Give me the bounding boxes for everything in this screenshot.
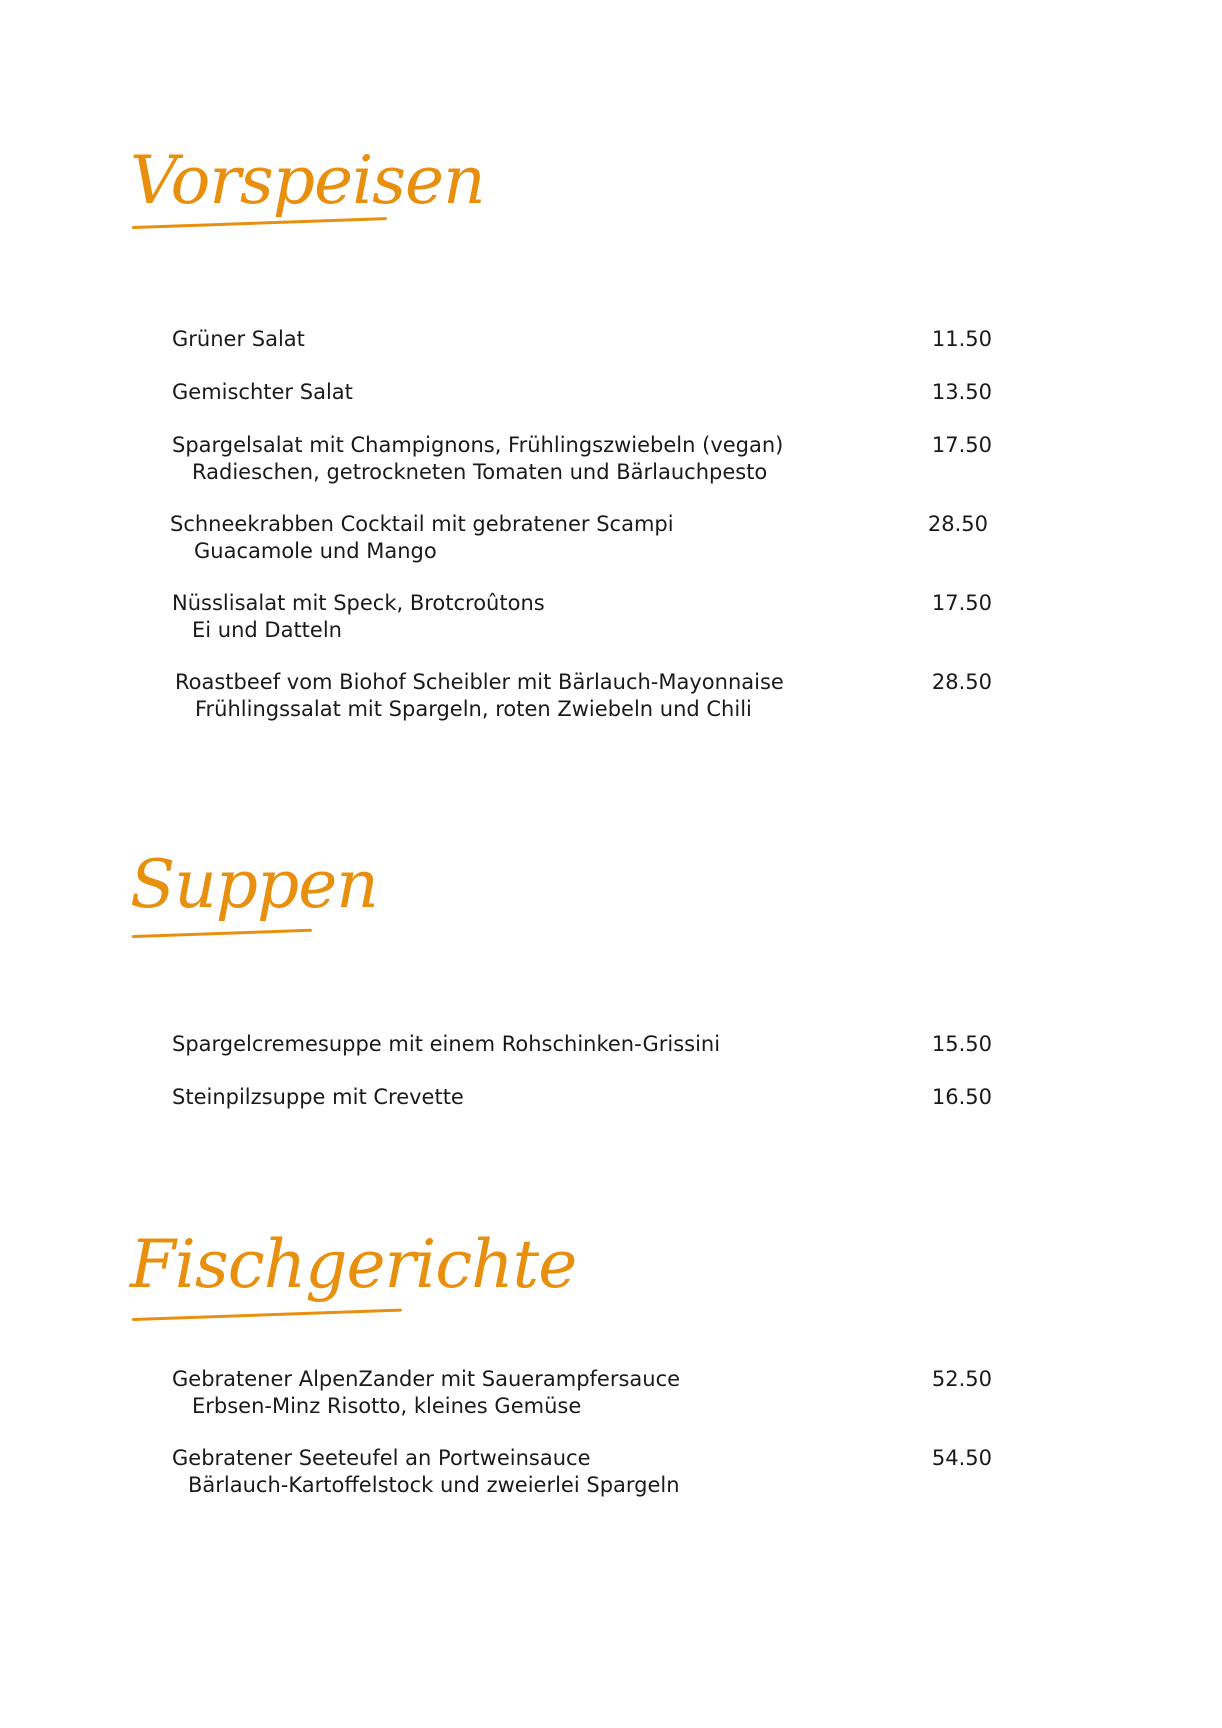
item-price: 28.50 <box>931 670 992 694</box>
menu-item <box>172 1084 992 1111</box>
item-price: 17.50 <box>931 433 992 457</box>
item-name: Grüner Salat <box>172 327 305 351</box>
item-description: Radieschen, getrockneten Tomaten und Bärlauchpesto <box>192 460 768 484</box>
menu-item <box>172 432 992 486</box>
menu-item <box>175 669 992 723</box>
item-description: Erbsen-Minz Risotto, kleines Gemüse <box>192 1394 582 1418</box>
item-price: 11.50 <box>931 327 992 351</box>
menu-item <box>172 326 992 353</box>
title-underline <box>132 929 312 938</box>
item-price: 13.50 <box>931 380 992 404</box>
menu-item <box>172 590 992 644</box>
menu-item <box>172 379 992 406</box>
item-name: Gebratener Seeteufel an Portweinsauce <box>172 1446 591 1470</box>
item-name: Schneekrabben Cocktail mit gebratener Scampi <box>170 512 674 536</box>
section-title-vorspeisen: Vorspeisen <box>130 142 485 219</box>
menu-item <box>172 1031 992 1058</box>
section-title-fischgerichte: Fischgerichte <box>130 1226 577 1303</box>
item-description: Ei und Datteln <box>192 618 342 642</box>
item-name: Steinpilzsuppe mit Crevette <box>172 1085 464 1109</box>
menu-item <box>172 1445 992 1499</box>
item-name: Roastbeef vom Biohof Scheibler mit Bärlauch-Mayonnaise <box>175 670 784 694</box>
item-name: Nüsslisalat mit Speck, Brotcroûtons <box>172 591 545 615</box>
item-price: 15.50 <box>931 1032 992 1056</box>
item-name: Spargelcremesuppe mit einem Rohschinken-Grissini <box>172 1032 721 1056</box>
item-name: Spargelsalat mit Champignons, Frühlingszwiebeln (vegan) <box>172 433 784 457</box>
menu-item <box>170 511 988 565</box>
item-price: 54.50 <box>931 1446 992 1470</box>
item-description: Guacamole und Mango <box>194 539 437 563</box>
item-description: Bärlauch-Kartoffelstock und zweierlei Spargeln <box>188 1473 680 1497</box>
section-title-suppen: Suppen <box>130 846 378 923</box>
item-price: 16.50 <box>931 1085 992 1109</box>
item-description: Frühlingssalat mit Spargeln, roten Zwiebeln und Chili <box>195 697 752 721</box>
item-price: 52.50 <box>931 1367 992 1391</box>
item-name: Gemischter Salat <box>172 380 353 404</box>
item-price: 17.50 <box>931 591 992 615</box>
title-underline <box>132 1309 402 1321</box>
item-name: Gebratener AlpenZander mit Sauerampfersauce <box>172 1367 681 1391</box>
item-price: 28.50 <box>927 512 988 536</box>
menu-item <box>172 1366 992 1420</box>
